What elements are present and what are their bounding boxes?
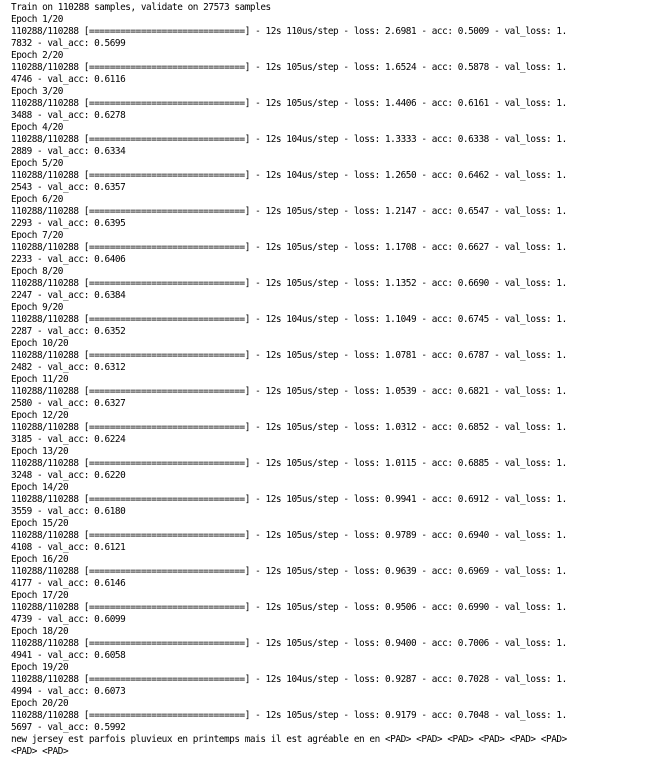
progress-metrics-line: 110288/110288 [==============================] - 12s 105us/step - loss: 1.1352 - acc: 0.6690 - val_loss: 1. bbox=[11, 278, 567, 289]
progress-metrics-line: 110288/110288 [==============================] - 12s 105us/step - loss: 1.1708 - acc: 0.6627 - val_loss: 1. bbox=[11, 242, 567, 253]
progress-metrics-line: 110288/110288 [==============================] - 12s 104us/step - loss: 1.2650 - acc: 0.6462 - val_loss: 1. bbox=[11, 170, 567, 181]
epoch-header-line: Epoch 8/20 bbox=[11, 266, 63, 277]
epoch-header-line: Epoch 6/20 bbox=[11, 194, 63, 205]
progress-metrics-line: 110288/110288 [==============================] - 12s 105us/step - loss: 0.9639 - acc: 0.6969 - val_loss: 1. bbox=[11, 566, 567, 577]
epoch-header-line: Epoch 12/20 bbox=[11, 410, 69, 421]
epoch-header-line: Epoch 2/20 bbox=[11, 50, 63, 61]
prediction-output-line: <PAD> <PAD> bbox=[11, 746, 69, 757]
epoch-header-line: Epoch 4/20 bbox=[11, 122, 63, 133]
epoch-header-line: Epoch 7/20 bbox=[11, 230, 63, 241]
progress-metrics-line: 110288/110288 [==============================] - 12s 105us/step - loss: 0.9506 - acc: 0.6990 - val_loss: 1. bbox=[11, 602, 567, 613]
progress-metrics-line: 110288/110288 [==============================] - 12s 104us/step - loss: 0.9287 - acc: 0.7028 - val_loss: 1. bbox=[11, 674, 567, 685]
training-summary-line: Train on 110288 samples, validate on 27573 samples bbox=[11, 2, 271, 13]
epoch-header-line: Epoch 3/20 bbox=[11, 86, 63, 97]
validation-metrics-line: 4746 - val_acc: 0.6116 bbox=[11, 74, 126, 85]
progress-metrics-line: 110288/110288 [==============================] - 12s 105us/step - loss: 0.9400 - acc: 0.7006 - val_loss: 1. bbox=[11, 638, 567, 649]
validation-metrics-line: 4739 - val_acc: 0.6099 bbox=[11, 614, 126, 625]
epoch-header-line: Epoch 19/20 bbox=[11, 662, 69, 673]
progress-metrics-line: 110288/110288 [==============================] - 12s 104us/step - loss: 1.3333 - acc: 0.6338 - val_loss: 1. bbox=[11, 134, 567, 145]
progress-metrics-line: 110288/110288 [==============================] - 12s 105us/step - loss: 1.0115 - acc: 0.6885 - val_loss: 1. bbox=[11, 458, 567, 469]
progress-metrics-line: 110288/110288 [==============================] - 12s 104us/step - loss: 1.1049 - acc: 0.6745 - val_loss: 1. bbox=[11, 314, 567, 325]
progress-metrics-line: 110288/110288 [==============================] - 12s 105us/step - loss: 1.0781 - acc: 0.6787 - val_loss: 1. bbox=[11, 350, 567, 361]
epoch-header-line: Epoch 18/20 bbox=[11, 626, 69, 637]
validation-metrics-line: 2580 - val_acc: 0.6327 bbox=[11, 398, 126, 409]
validation-metrics-line: 2293 - val_acc: 0.6395 bbox=[11, 218, 126, 229]
epoch-header-line: Epoch 5/20 bbox=[11, 158, 63, 169]
validation-metrics-line: 4994 - val_acc: 0.6073 bbox=[11, 686, 126, 697]
epoch-header-line: Epoch 9/20 bbox=[11, 302, 63, 313]
progress-metrics-line: 110288/110288 [==============================] - 12s 105us/step - loss: 0.9789 - acc: 0.6940 - val_loss: 1. bbox=[11, 530, 567, 541]
epoch-header-line: Epoch 17/20 bbox=[11, 590, 69, 601]
prediction-output-line: new jersey est parfois pluvieux en printemps mais il est agréable en en <PAD> <PAD> <PAD> <PAD> <PAD> <PAD> bbox=[11, 734, 567, 745]
validation-metrics-line: 3488 - val_acc: 0.6278 bbox=[11, 110, 126, 121]
validation-metrics-line: 2482 - val_acc: 0.6312 bbox=[11, 362, 126, 373]
progress-metrics-line: 110288/110288 [==============================] - 12s 105us/step - loss: 1.2147 - acc: 0.6547 - val_loss: 1. bbox=[11, 206, 567, 217]
validation-metrics-line: 2287 - val_acc: 0.6352 bbox=[11, 326, 126, 337]
validation-metrics-line: 7832 - val_acc: 0.5699 bbox=[11, 38, 126, 49]
validation-metrics-line: 3185 - val_acc: 0.6224 bbox=[11, 434, 126, 445]
validation-metrics-line: 2233 - val_acc: 0.6406 bbox=[11, 254, 126, 265]
epoch-header-line: Epoch 16/20 bbox=[11, 554, 69, 565]
validation-metrics-line: 3559 - val_acc: 0.6180 bbox=[11, 506, 126, 517]
validation-metrics-line: 2247 - val_acc: 0.6384 bbox=[11, 290, 126, 301]
validation-metrics-line: 4177 - val_acc: 0.6146 bbox=[11, 578, 126, 589]
epoch-header-line: Epoch 14/20 bbox=[11, 482, 69, 493]
validation-metrics-line: 2889 - val_acc: 0.6334 bbox=[11, 146, 126, 157]
validation-metrics-line: 2543 - val_acc: 0.6357 bbox=[11, 182, 126, 193]
epoch-header-line: Epoch 15/20 bbox=[11, 518, 69, 529]
epoch-header-line: Epoch 11/20 bbox=[11, 374, 69, 385]
progress-metrics-line: 110288/110288 [==============================] - 12s 105us/step - loss: 0.9941 - acc: 0.6912 - val_loss: 1. bbox=[11, 494, 567, 505]
validation-metrics-line: 5697 - val_acc: 0.5992 bbox=[11, 722, 126, 733]
validation-metrics-line: 3248 - val_acc: 0.6220 bbox=[11, 470, 126, 481]
progress-metrics-line: 110288/110288 [==============================] - 12s 110us/step - loss: 2.6981 - acc: 0.5009 - val_loss: 1. bbox=[11, 26, 567, 37]
epoch-header-line: Epoch 10/20 bbox=[11, 338, 69, 349]
progress-metrics-line: 110288/110288 [==============================] - 12s 105us/step - loss: 1.4406 - acc: 0.6161 - val_loss: 1. bbox=[11, 98, 567, 109]
progress-metrics-line: 110288/110288 [==============================] - 12s 105us/step - loss: 1.0312 - acc: 0.6852 - val_loss: 1. bbox=[11, 422, 567, 433]
validation-metrics-line: 4108 - val_acc: 0.6121 bbox=[11, 542, 126, 553]
epoch-header-line: Epoch 20/20 bbox=[11, 698, 69, 709]
validation-metrics-line: 4941 - val_acc: 0.6058 bbox=[11, 650, 126, 661]
epoch-header-line: Epoch 1/20 bbox=[11, 14, 63, 25]
progress-metrics-line: 110288/110288 [==============================] - 12s 105us/step - loss: 1.6524 - acc: 0.5878 - val_loss: 1. bbox=[11, 62, 567, 73]
progress-metrics-line: 110288/110288 [==============================] - 12s 105us/step - loss: 1.0539 - acc: 0.6821 - val_loss: 1. bbox=[11, 386, 567, 397]
progress-metrics-line: 110288/110288 [==============================] - 12s 105us/step - loss: 0.9179 - acc: 0.7048 - val_loss: 1. bbox=[11, 710, 567, 721]
epoch-header-line: Epoch 13/20 bbox=[11, 446, 69, 457]
